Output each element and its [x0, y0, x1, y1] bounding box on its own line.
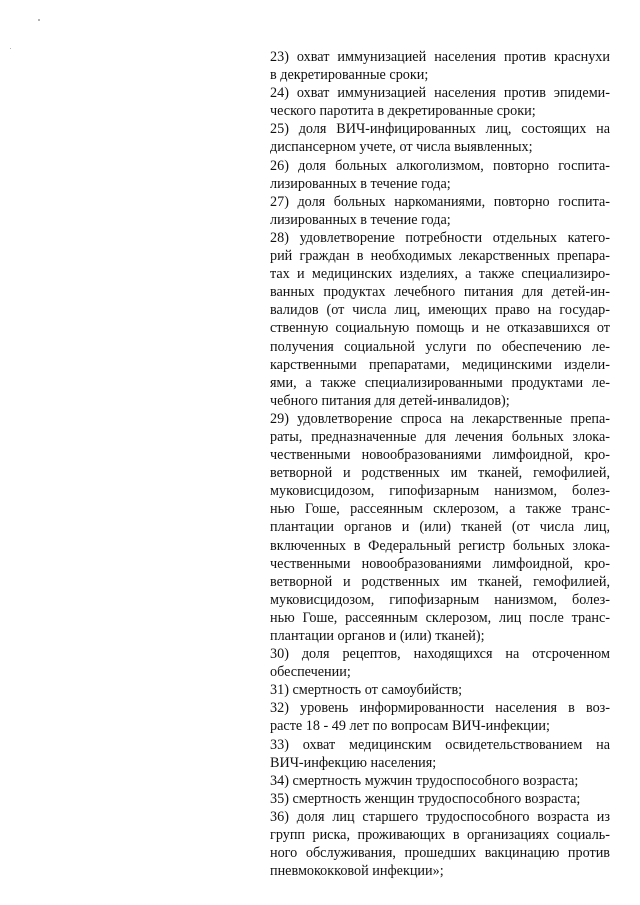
text-line: обеспечении; [270, 664, 351, 681]
scan-speck [38, 19, 40, 21]
list-item [270, 84, 610, 120]
list-item [270, 790, 610, 808]
text-line: 28) удовлетворение потребности отдельных катего- [270, 229, 610, 246]
text-line: лизированных в течение года; [270, 175, 451, 192]
list-item [270, 772, 610, 790]
text-line: валидов (от числа лиц, имеющих право на государ- [270, 302, 610, 319]
list-item [270, 736, 610, 772]
scan-speck [10, 48, 11, 49]
text-line: 31) смертность от самоубийств; [270, 682, 463, 699]
document-text-column [270, 48, 610, 880]
text-line: муковисцидозом, гипофизарным нанизмом, болез- [270, 591, 610, 608]
text-line: 30) доля рецептов, находящихся на отсроченном [270, 646, 610, 663]
text-line: раты, предназначенные для лечения больных злока- [270, 428, 610, 445]
text-line: 25) доля ВИЧ-инфицированных лиц, состоящих на [270, 121, 610, 138]
text-line: ного обслуживания, прошедших вакцинацию против [270, 845, 610, 862]
text-line: тах и медицинских изделиях, а также специализиро- [270, 266, 610, 283]
list-item [270, 410, 610, 645]
text-line: ческого паротита в декретированные сроки; [270, 103, 536, 120]
text-line: муковисцидозом, гипофизарным нанизмом, болез- [270, 483, 610, 500]
text-line: расте 18 - 49 лет по вопросам ВИЧ-инфекции; [270, 718, 550, 735]
text-line: ственную социальную помощь и не отказавшихся от [270, 320, 610, 337]
text-line: рий граждан в необходимых лекарственных препара- [270, 248, 610, 265]
list-item [270, 645, 610, 681]
text-line: пневмококковой инфекции»; [270, 863, 444, 880]
text-line: ветворной и родственных им тканей, гемофилией, [270, 465, 610, 482]
list-item [270, 699, 610, 735]
text-line: ВИЧ-инфекцию населения; [270, 754, 437, 771]
text-line: ями, а также специализированными продуктами ле- [270, 374, 610, 391]
text-line: ванных продуктах лечебного питания для детей-ин- [270, 284, 610, 301]
text-line: 24) охват иммунизацией населения против эпидеми- [270, 85, 610, 102]
text-line: 36) доля лиц старшего трудоспособного возраста из [270, 808, 610, 825]
text-line: ветворной и родственных им тканей, гемофилией, [270, 573, 610, 590]
text-line: 26) доля больных алкоголизмом, повторно госпита- [270, 157, 610, 174]
text-line: чественными новообразованиями лимфоидной, кро- [270, 555, 610, 572]
text-line: получения социальной услуги по обеспечению ле- [270, 338, 610, 355]
list-item [270, 808, 610, 880]
list-item [270, 48, 610, 84]
text-line: чебного питания для детей-инвалидов); [270, 392, 510, 409]
text-line: нью Гоше, рассеянным склерозом, а также транс- [270, 501, 610, 518]
text-line: 35) смертность женщин трудоспособного возраста; [270, 790, 581, 807]
text-line: групп риска, проживающих в организациях социаль- [270, 827, 610, 844]
list-item [270, 120, 610, 156]
text-line: в декретированные сроки; [270, 67, 429, 84]
list-item [270, 681, 610, 699]
text-line: карственными препаратами, медицинскими издели- [270, 356, 610, 373]
list-item [270, 157, 610, 193]
text-line: 33) охват медицинским освидетельствованием на [270, 736, 610, 753]
text-line: 23) охват иммунизацией населения против краснухи [270, 49, 610, 65]
text-line: лизированных в течение года; [270, 211, 451, 228]
text-line: диспансерном учете, от числа выявленных; [270, 139, 533, 156]
text-line: плантации органов и (или) тканей); [270, 628, 485, 644]
text-line: 34) смертность мужчин трудоспособного возраста; [270, 772, 579, 789]
text-line: плантации органов и (или) тканей (от числа лиц, [270, 519, 610, 536]
text-line: 27) доля больных наркоманиями, повторно госпита- [270, 193, 610, 210]
text-line: нью Гоше, рассеянным склерозом, лиц после транс- [270, 609, 610, 626]
text-line: чественными новообразованиями лимфоидной, кро- [270, 447, 610, 464]
text-line: 29) удовлетворение спроса на лекарственные препа- [270, 410, 610, 427]
text-line: 32) уровень информированности населения в воз- [270, 700, 610, 717]
list-item [270, 229, 610, 410]
list-item [270, 193, 610, 229]
text-line: включенных в Федеральный регистр больных злока- [270, 537, 610, 554]
